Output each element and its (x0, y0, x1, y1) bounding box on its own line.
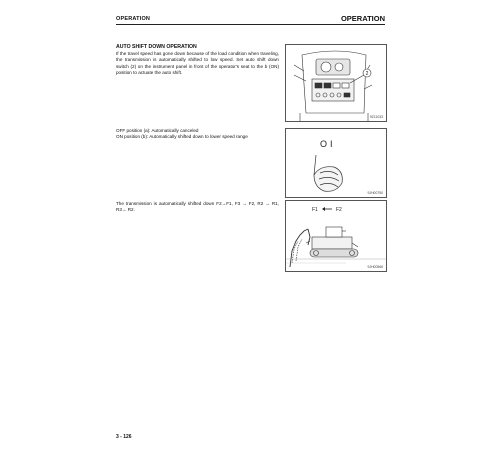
figure-code: 9JH00750 (367, 191, 383, 195)
paragraph-auto-shift: If the travel speed has gone down because of the load condition when traveling, the transmission is automatically shifted to low speed. Set auto shift down switch (2) on the instrument panel in front of the operator's seat to the b (ON) position to actuate the auto shift. (116, 51, 279, 76)
gear-label-f1: F1 (312, 207, 318, 213)
section-title: AUTO SHIFT DOWN OPERATION (116, 44, 197, 50)
figure-bulldozer-shift (285, 200, 387, 272)
figure-code: 9JH00566 (367, 265, 383, 269)
figure-switch-closeup (285, 128, 387, 198)
off-position-line: OFF position (a): Automatically canceled (116, 128, 199, 133)
callout-number: 2 (365, 71, 369, 77)
figure-code: 9Z11033 (369, 115, 383, 119)
off-symbol: O (320, 139, 328, 149)
bulldozer-drawing (286, 201, 386, 271)
on-position-line: ON position (b): Automatically shifted down to lower speed range (116, 134, 248, 140)
header-rule (116, 24, 385, 25)
paragraph-shift-sequence: The transmission is automatically shifted down F2→F1, F3 → F2, R2 → R1, R3→ R2. (116, 201, 279, 213)
figure-instrument-panel (285, 44, 387, 122)
paragraph-switch-positions (116, 128, 279, 141)
page-header-left: OPERATION (116, 16, 151, 22)
shift-arrow-icon (322, 207, 332, 211)
instrument-panel-drawing (286, 45, 386, 121)
page-header-right: OPERATION (340, 14, 385, 23)
page-number: 3 - 126 (116, 434, 132, 440)
switch-drawing (286, 129, 386, 197)
on-symbol: I (330, 139, 333, 149)
gear-label-f2: F2 (336, 207, 342, 213)
